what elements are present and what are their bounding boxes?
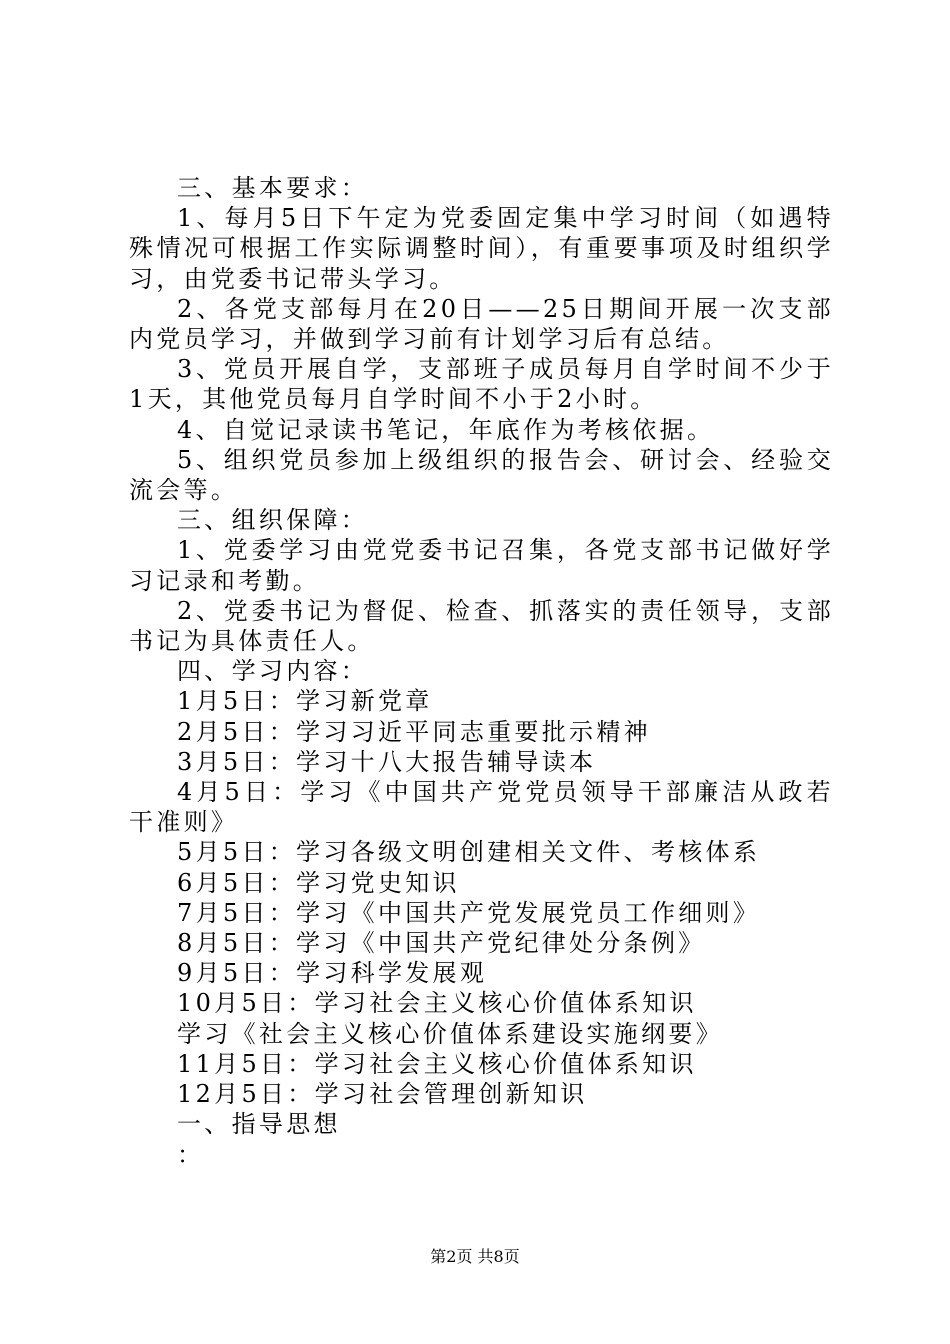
paragraph: 5、组织党员参加上级组织的报告会、研讨会、经验交流会等。 bbox=[129, 445, 834, 505]
section-heading-guiding-ideology: 一、指导思想 bbox=[177, 1110, 341, 1139]
schedule-item: 12月5日：学习社会管理创新知识 bbox=[177, 1080, 588, 1109]
schedule-item: 7月5日：学习《中国共产党发展党员工作细则》 bbox=[177, 898, 761, 927]
schedule-item: 2月5日：学习习近平同志重要批示精神 bbox=[177, 717, 651, 746]
paragraph: 2、党委书记为督促、检查、抓落实的责任领导，支部书记为具体责任人。 bbox=[129, 596, 834, 656]
schedule-item: 1月5日：学习新党章 bbox=[177, 687, 433, 716]
paragraph: 1、党委学习由党党委书记召集，各党支部书记做好学习记录和考勤。 bbox=[129, 536, 834, 595]
schedule-item: 8月5日：学习《中国共产党纪律处分条例》 bbox=[177, 929, 706, 958]
schedule-item: 10月5日：学习社会主义核心价值体系知识 bbox=[177, 989, 697, 1018]
schedule-item: 5月5日：学习各级文明创建相关文件、考核体系 bbox=[177, 838, 761, 867]
section-heading-requirements: 三、基本要求： bbox=[177, 174, 369, 202]
paragraph: 4、自觉记录读书笔记，年底作为考核依据。 bbox=[177, 415, 715, 444]
paragraph: 1、每月5日下午定为党委固定集中学习时间（如遇特殊情况可根据工作实际调整时间），有重要事项及时组织学习，由党委书记带头学习。 bbox=[129, 204, 834, 293]
section-heading-content: 四、学习内容： bbox=[177, 657, 369, 686]
schedule-item: 学习《社会主义核心价值体系建设实施纲要》 bbox=[177, 1019, 723, 1048]
schedule-item: 4月5日：学习《中国共产党党员领导干部廉洁从政若干准则》 bbox=[129, 778, 834, 837]
paragraph: 3、党员开展自学，支部班子成员每月自学时间不少于1天，其他党员每月自学时间不小于2小时。 bbox=[129, 355, 834, 414]
schedule-item: 9月5日：学习科学发展观 bbox=[177, 959, 488, 988]
schedule-item: 11月5日：学习社会主义核心价值体系知识 bbox=[177, 1049, 697, 1078]
section-heading-organization: 三、组织保障： bbox=[177, 506, 369, 535]
schedule-item: 6月5日：学习党史知识 bbox=[177, 868, 460, 897]
page-footer: 第2页 共8页 bbox=[430, 1247, 520, 1266]
schedule-item: 3月5日：学习十八大报告辅导读本 bbox=[177, 747, 597, 776]
paragraph: ： bbox=[177, 1140, 205, 1169]
paragraph: 2、各党支部每月在20日——25日期间开展一次支部内党员学习，并做到学习前有计划学习后有总结。 bbox=[129, 294, 834, 354]
document-body bbox=[129, 173, 834, 1170]
